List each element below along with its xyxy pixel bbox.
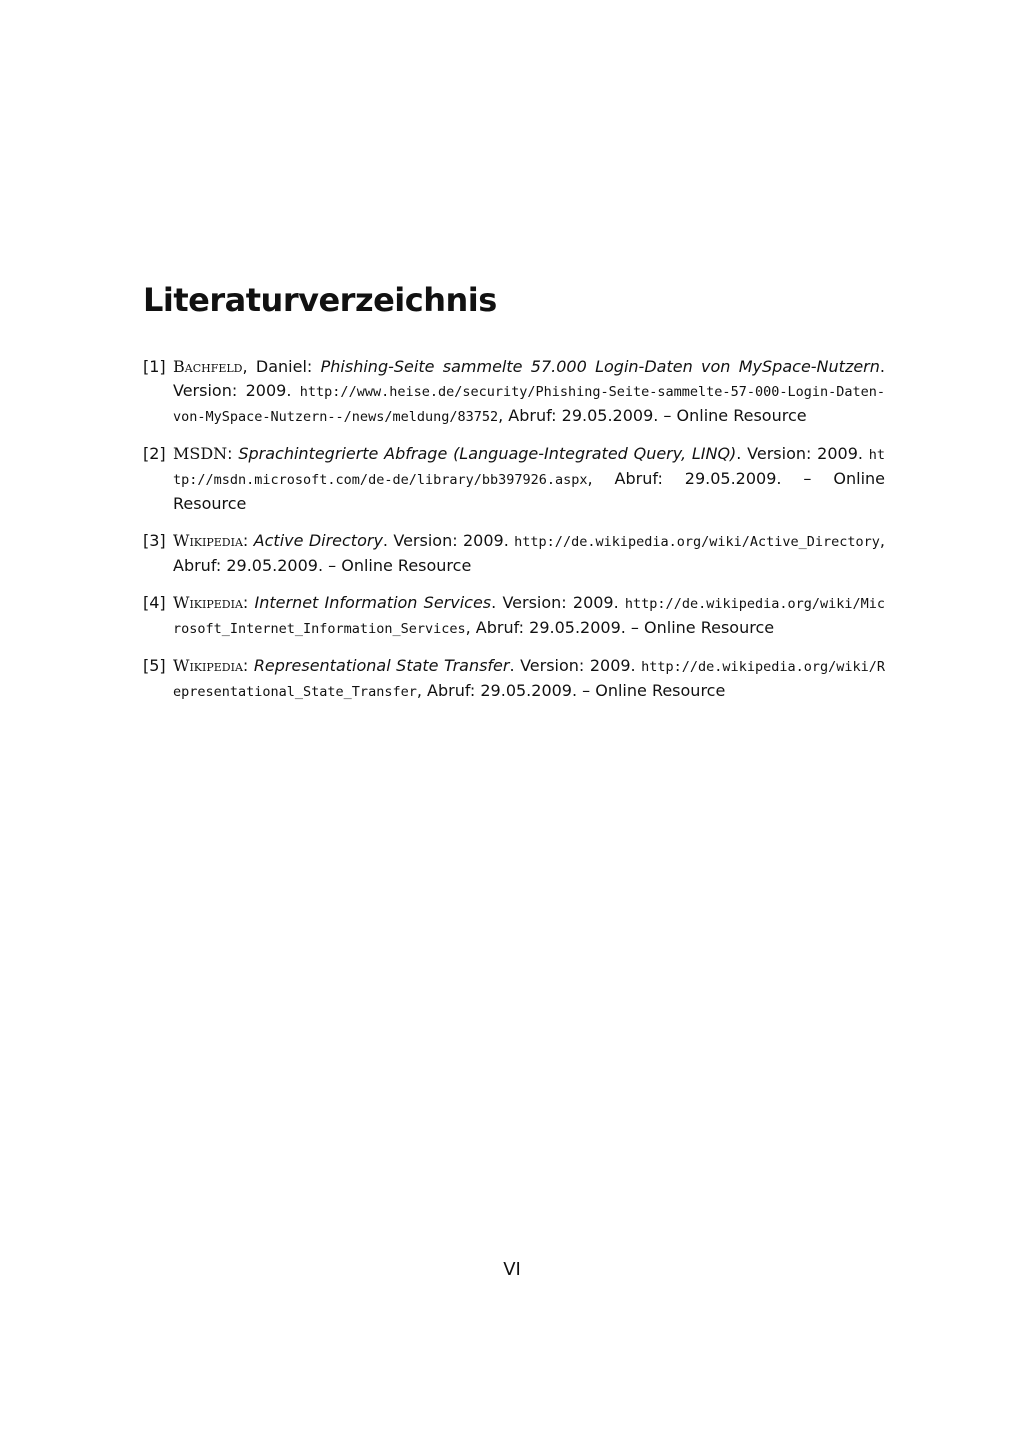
reference-version: . Version: 2009. (491, 593, 625, 612)
reference-url[interactable]: http://de.wikipedia.org/wiki/Representational_State_Transfer (173, 659, 885, 700)
reference-title: Sprachintegrierte Abfrage (Language-Integrated Query, LINQ) (238, 444, 737, 463)
reference-item (143, 529, 885, 578)
reference-author: Wikipedia (173, 593, 243, 612)
reference-version: . Version: 2009. (382, 531, 515, 550)
reference-title: Phishing-Seite sammelte 57.000 Login-Daten von MySpace-Nutzern (320, 357, 880, 376)
reference-url[interactable]: http://msdn.microsoft.com/de-de/library/bb397926.aspx (173, 447, 886, 488)
reference-item (143, 654, 885, 704)
reference-version: . Version: 2009. (173, 357, 885, 400)
reference-title: Representational State Transfer (253, 656, 510, 675)
reference-author: MSDN (173, 444, 228, 463)
reference-title: Internet Information Services (254, 593, 492, 612)
reference-version: . Version: 2009. (736, 444, 869, 463)
reference-label: [2] (143, 444, 166, 463)
reference-item (143, 442, 885, 516)
reference-separator: : (242, 593, 255, 612)
reference-separator: : (227, 444, 239, 463)
reference-item (143, 355, 885, 429)
reference-author: Wikipedia (173, 531, 243, 550)
reference-access-note: , Abruf: 29.05.2009. – Online Resource (416, 681, 726, 700)
reference-separator: , Daniel: (242, 357, 321, 376)
reference-title: Active Directory (253, 531, 383, 550)
reference-separator: : (242, 531, 254, 550)
page-number: VI (503, 1259, 521, 1280)
reference-author: Wikipedia (173, 656, 243, 675)
reference-list (143, 355, 885, 717)
reference-version: . Version: 2009. (509, 656, 642, 675)
page-title: Literaturverzeichnis (143, 281, 497, 319)
reference-item (143, 591, 885, 641)
reference-access-note: , Abruf: 29.05.2009. – Online Resource (173, 469, 885, 513)
reference-label: [3] (143, 531, 166, 550)
reference-label: [1] (143, 357, 166, 376)
reference-label: [4] (143, 593, 166, 612)
reference-url[interactable]: http://de.wikipedia.org/wiki/Active_Directory (514, 534, 880, 550)
reference-label: [5] (143, 656, 166, 675)
reference-url[interactable]: http://www.heise.de/security/Phishing-Seite-sammelte-57-000-Login-Daten-von-MySpace-Nutzern--/news/meldung/83752 (173, 384, 885, 425)
reference-url[interactable]: http://de.wikipedia.org/wiki/Microsoft_Internet_Information_Services (173, 596, 886, 637)
reference-separator: : (242, 656, 254, 675)
reference-author: Bachfeld (173, 357, 243, 376)
reference-access-note: , Abruf: 29.05.2009. – Online Resource (173, 531, 886, 575)
reference-access-note: , Abruf: 29.05.2009. – Online Resource (465, 618, 775, 637)
reference-access-note: , Abruf: 29.05.2009. – Online Resource (498, 406, 807, 425)
